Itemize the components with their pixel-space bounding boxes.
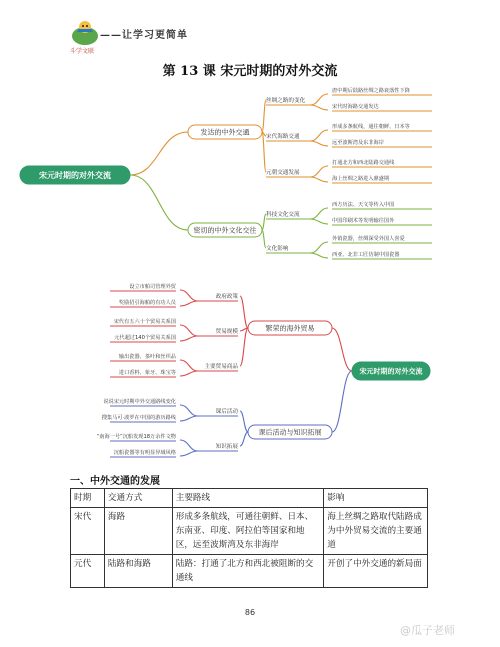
table-row <box>71 555 428 588</box>
leaf-label: 进口香料、象牙、珠宝等 <box>118 370 176 376</box>
table-cell: 海上丝绸之路取代陆路成为中外贸易交流的主要通道 <box>324 508 428 555</box>
leaf-label: 外销瓷器，丝绸深受外国人喜爱 <box>332 236 405 242</box>
leaf-label: 设立市舶司管理外贸 <box>129 284 176 290</box>
root-label: 宋元时期的对外交流 <box>39 170 111 180</box>
connector-line <box>180 301 198 306</box>
connector-line <box>240 296 248 328</box>
connector-line <box>310 130 328 141</box>
leaf-label: 中国印刷术等发明输往国外 <box>332 218 395 224</box>
connector-line <box>130 132 188 175</box>
table-cell: 形成多条航线，可通往朝鲜、日本、东南亚、印度、阿拉伯等国家和地区，远至波斯湾及东非海岸 <box>172 508 324 555</box>
connector-line <box>332 371 352 432</box>
child-label: 课后活动 <box>215 409 238 415</box>
child-label: 政府政策 <box>215 294 238 300</box>
connector-line <box>240 432 248 446</box>
connector-line <box>180 290 198 301</box>
connector-line <box>180 405 198 416</box>
mind-map-1 <box>0 80 500 270</box>
table-cell: 海路 <box>104 508 172 555</box>
leaf-label: 形成多条航线，通往朝鲜、日本等 <box>332 124 410 130</box>
connector-line <box>180 325 198 336</box>
connector-line <box>240 328 248 366</box>
leaf-label: 宋代时海路交通发达 <box>332 104 379 110</box>
connector-line <box>130 175 188 230</box>
page-number: 86 <box>244 608 256 617</box>
connector-line <box>310 166 328 177</box>
connector-line <box>310 253 328 258</box>
connector-line <box>310 177 328 182</box>
leaf-label: 沉船瓷器等有明显异域风格 <box>113 450 176 456</box>
leaf-label: “南海一号”沉船发现18万余件文物 <box>96 434 176 440</box>
child-label: 科技文化交流 <box>266 212 300 218</box>
table-header-cell: 影响 <box>324 489 428 508</box>
table-cell: 开创了中外交通的新局面 <box>324 555 428 588</box>
table-cell: 元代 <box>71 555 105 588</box>
branch-label: 发达的中外交通 <box>200 128 250 137</box>
root-label: 宋元时期的对外交流 <box>359 367 423 376</box>
connector-line <box>310 208 328 219</box>
connector-line <box>180 451 198 456</box>
connector-line <box>240 411 248 432</box>
table-cell: 宋代 <box>71 508 105 555</box>
logo-text: 斗学文联 <box>70 48 95 55</box>
leaf-label: 海上丝绸之路进入鼎盛期 <box>332 176 390 182</box>
child-label: 文化影响 <box>266 246 289 252</box>
child-label: 知识拓展 <box>215 444 238 450</box>
branch-label: 繁荣的海外贸易 <box>265 324 315 333</box>
connector-line <box>262 100 266 132</box>
table-row <box>71 508 428 555</box>
table-cell: 陆路：打通了北方和西北被阻断的交通线 <box>172 555 324 588</box>
table-header-cell: 时期 <box>71 489 105 508</box>
leaf-label: 说说宋元时期中外交通路线变化 <box>103 399 176 405</box>
connector-line <box>180 440 198 451</box>
leaf-label: 西方历法、天文等传入中国 <box>332 202 395 208</box>
leaf-label: 远至波斯湾及东非海岸 <box>332 140 384 146</box>
connector-line <box>180 371 198 376</box>
leaf-label: 搜集马可·波罗在中国的游历路线 <box>101 415 176 421</box>
branch-label: 密切的中外文化交往 <box>193 226 257 235</box>
watermark: @瓜子老师 <box>400 624 455 637</box>
table-header-cell: 交通方式 <box>104 489 172 508</box>
table-header-cell: 主要路线 <box>172 489 324 508</box>
connector-line <box>180 360 198 371</box>
leaf-label: 唐中期后陆路丝绸之路衰落性下降 <box>332 88 410 94</box>
traffic-table <box>70 488 428 588</box>
lesson-title: 第 13 课 宋元时期的对外交流 <box>162 64 338 79</box>
connector-line <box>310 105 328 110</box>
logo-icon <box>70 18 100 46</box>
child-label: 丝绸之路的变化 <box>266 98 306 104</box>
table-header-row <box>71 489 428 508</box>
connector-line <box>310 219 328 224</box>
section-heading: 一、中外交通的发展 <box>70 476 160 487</box>
child-label: 主要贸易商品 <box>204 364 238 370</box>
leaf-label: 宋代有五六十个贸易关系国 <box>113 319 176 325</box>
leaf-label: 输出瓷器、茶叶和丝织品 <box>118 354 176 360</box>
connector-line <box>310 94 328 105</box>
connector-line <box>332 328 352 371</box>
mind-map-2 <box>0 270 500 470</box>
connector-line <box>180 416 198 421</box>
leaf-label: 奖励招引海舶的有功人员 <box>118 300 176 306</box>
connector-line <box>180 336 198 341</box>
branch-label: 课后活动与知识拓展 <box>258 428 322 437</box>
leaf-label: 打通北方和西北陆路交通线 <box>332 160 395 166</box>
connector-line <box>310 242 328 253</box>
child-label: 贸易规模 <box>215 329 238 335</box>
connector-line <box>310 141 328 146</box>
header-tagline: ——让学习更简单 <box>100 30 188 41</box>
child-label: 宋代海路交通 <box>266 134 300 140</box>
child-label: 元朝交通发展 <box>266 170 300 176</box>
table-cell: 陆路和海路 <box>104 555 172 588</box>
leaf-label: 西亚、北非工匠仿制中国瓷器 <box>332 252 400 258</box>
leaf-label: 元代超过140个贸易关系国 <box>114 335 176 341</box>
page-header <box>0 0 500 60</box>
